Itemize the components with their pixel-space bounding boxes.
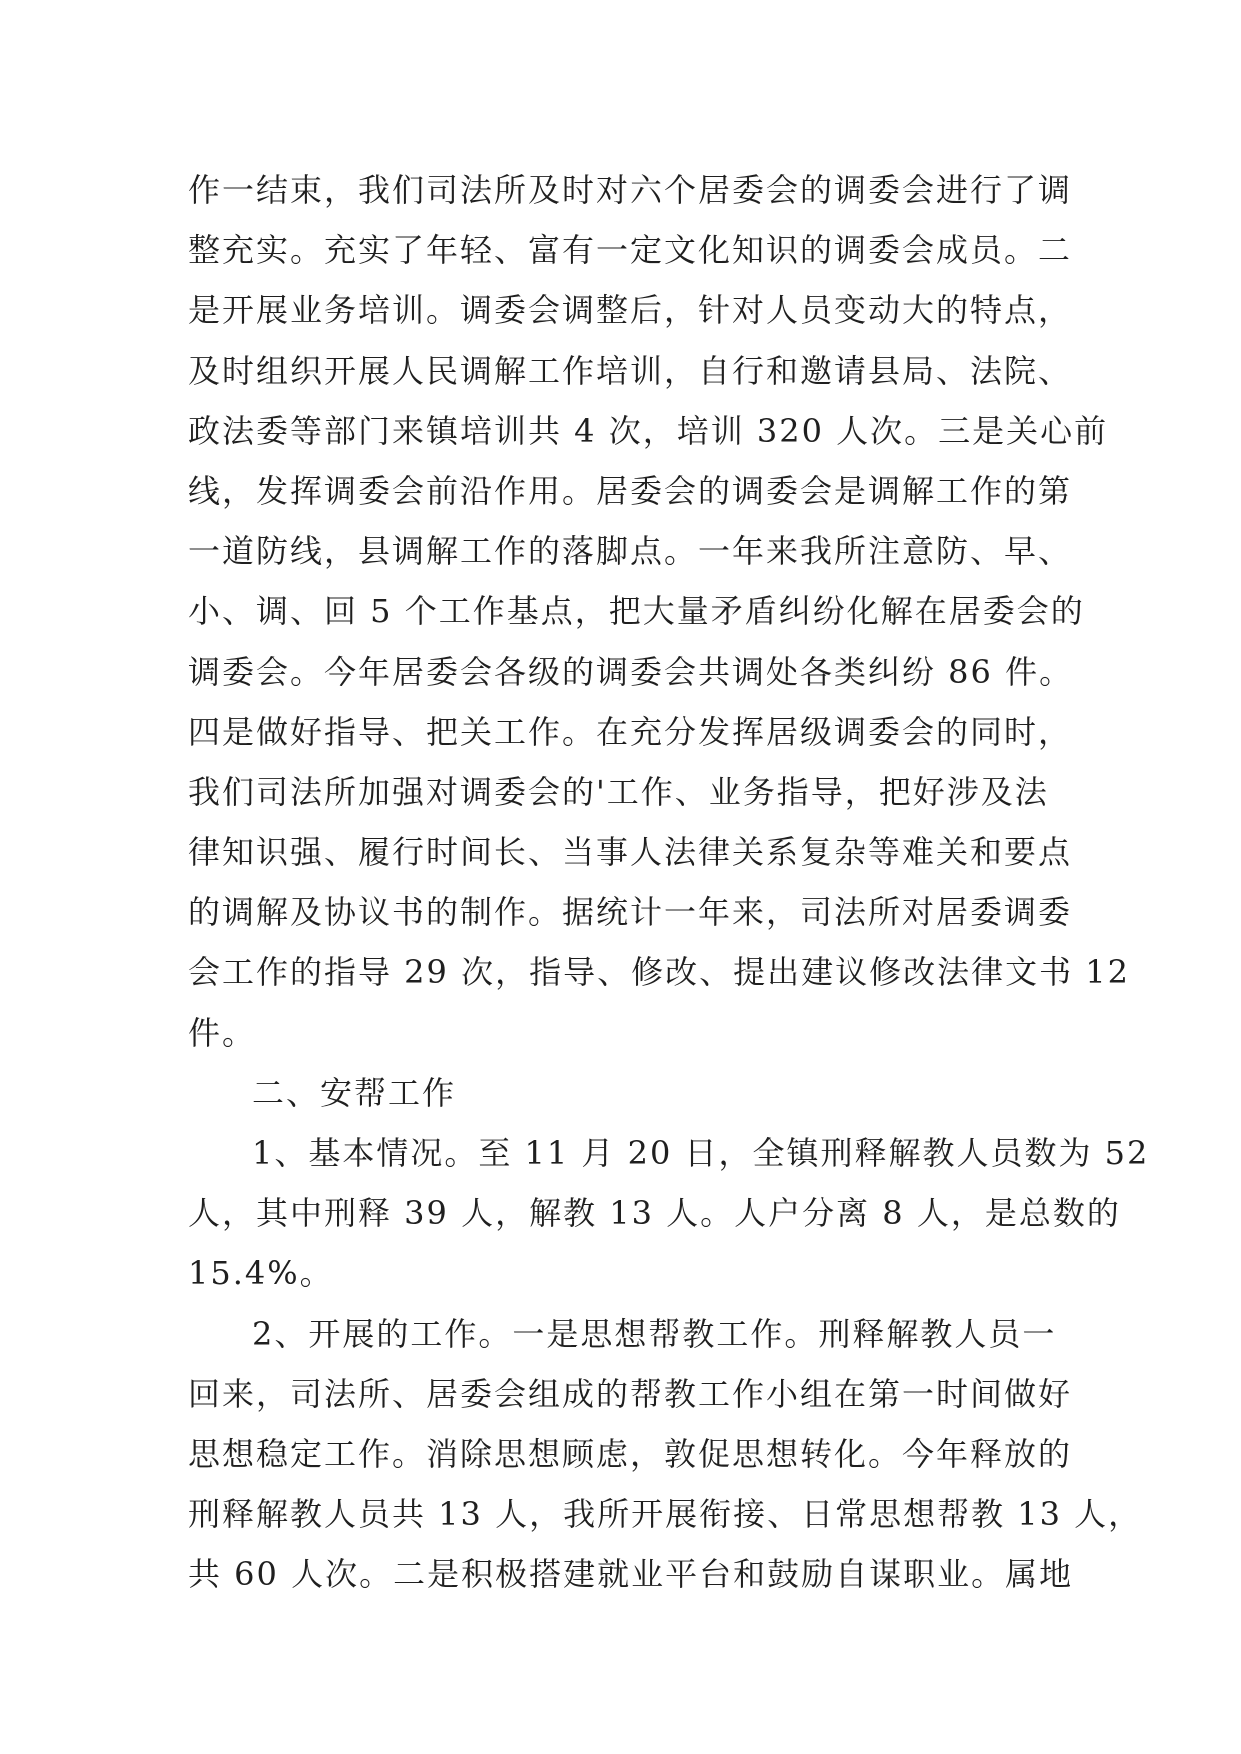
text-line: 件。 — [188, 1013, 257, 1052]
text-line: 调委会。今年居委会各级的调委会共调处各类纠纷 86 件。 — [188, 652, 1074, 691]
text-line: 人，其中刑释 39 人，解教 13 人。人户分离 8 人，是总数的 — [188, 1194, 1121, 1233]
text-line: 政法委等部门来镇培训共 4 次，培训 320 人次。三是关心前 — [188, 411, 1109, 450]
text-line: 律知识强、履行时间长、当事人法律关系复杂等难关和要点 — [188, 833, 1073, 872]
text-line: 1、基本情况。至 11 月 20 日，全镇刑释解教人员数为 52 — [252, 1134, 1150, 1172]
text-line: 作一结束，我们司法所及时对六个居委会的调委会进行了调 — [188, 171, 1073, 209]
document-body — [188, 160, 1150, 1605]
text-line: 是开展业务培训。调委会调整后，针对人员变动大的特点， — [188, 291, 1073, 330]
text-line: 思想稳定工作。消除思想顾虑，敦促思想转化。今年释放的 — [188, 1434, 1073, 1473]
text-line: 会工作的指导 29 次，指导、修改、提出建议修改法律文书 12 — [188, 953, 1130, 992]
text-line: 四是做好指导、把关工作。在充分发挥居级调委会的同时， — [188, 712, 1073, 751]
section-heading: 二、安帮工作 — [252, 1073, 457, 1112]
text-line: 共 60 人次。二是积极搭建就业平台和鼓励自谋职业。属地 — [188, 1555, 1074, 1594]
text-line: 我们司法所加强对调委会的'工作、业务指导，把好涉及法 — [188, 772, 1049, 811]
text-line: 整充实。充实了年轻、富有一定文化知识的调委会成员。二 — [188, 231, 1073, 270]
text-line: 一道防线，县调解工作的落脚点。一年来我所注意防、早、 — [188, 532, 1073, 571]
text-line: 2、开展的工作。一是思想帮教工作。刑释解教人员一 — [252, 1314, 1057, 1353]
text-line: 线，发挥调委会前沿作用。居委会的调委会是调解工作的第 — [188, 471, 1073, 510]
text-line: 15.4%。 — [188, 1254, 334, 1293]
text-line: 的调解及协议书的制作。据统计一年来，司法所对居委调委 — [188, 893, 1073, 932]
text-line: 回来，司法所、居委会组成的帮教工作小组在第一时间做好 — [188, 1374, 1073, 1413]
text-line: 刑释解教人员共 13 人，我所开展衔接、日常思想帮教 13 人， — [188, 1495, 1143, 1534]
text-line: 小、调、回 5 个工作基点，把大量矛盾纠纷化解在居委会的 — [188, 592, 1085, 631]
text-line: 及时组织开展人民调解工作培训，自行和邀请县局、法院、 — [188, 351, 1073, 390]
